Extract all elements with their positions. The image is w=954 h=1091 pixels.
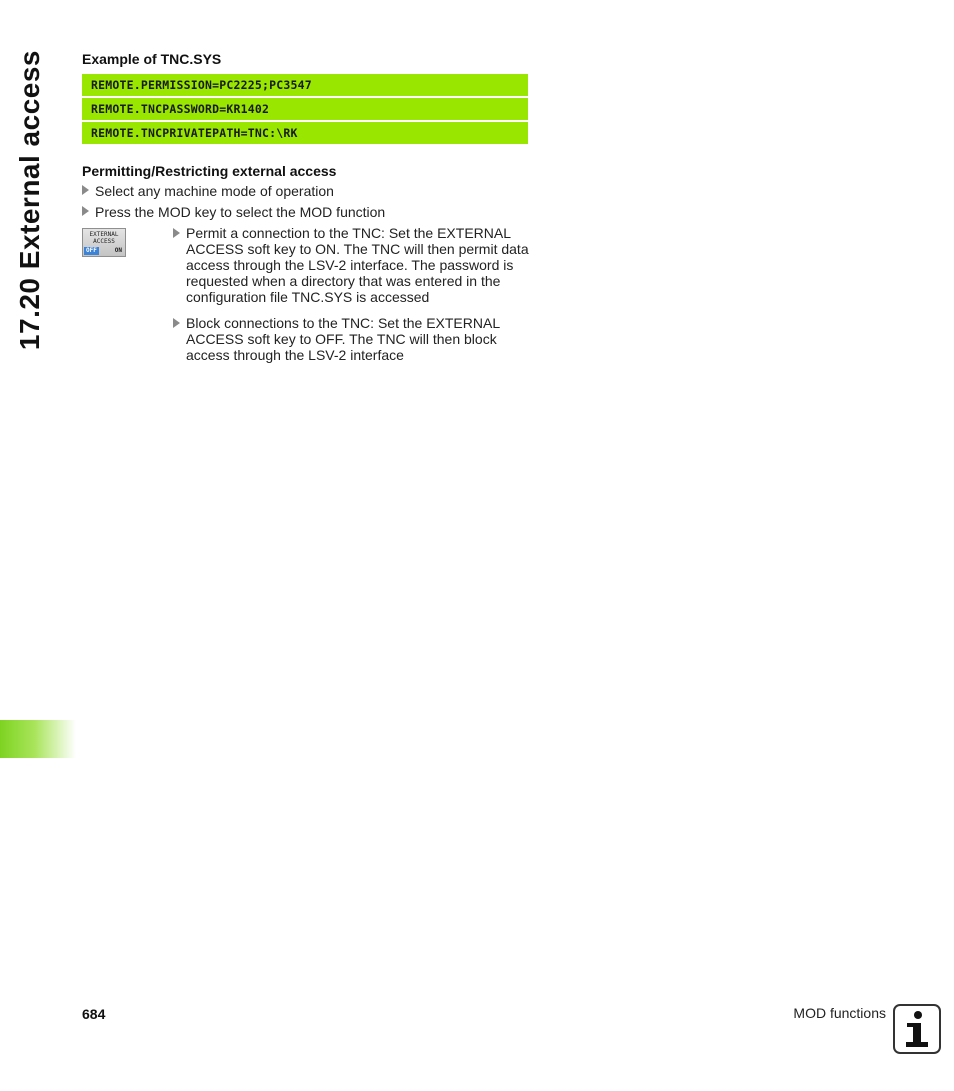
softkey-on-label: ON xyxy=(114,247,122,254)
triangle-right-icon xyxy=(82,185,89,195)
chapter-thumb-tab xyxy=(0,720,76,758)
step-permit-connection xyxy=(172,225,532,305)
code-line-permission: REMOTE.PERMISSION=PC2225;PC3547 xyxy=(82,74,528,96)
step-block-connection xyxy=(172,315,532,363)
footer-chapter-name: MOD functions xyxy=(793,1005,886,1021)
softkey-title-line2: ACCESS xyxy=(93,238,115,245)
code-line-private-path: REMOTE.TNCPRIVATEPATH=TNC:\RK xyxy=(82,122,528,144)
softkey-title-line1: EXTERNAL xyxy=(89,231,119,238)
access-heading: Permitting/Restricting external access xyxy=(82,163,337,179)
softkey-title xyxy=(83,231,125,245)
triangle-right-icon xyxy=(173,228,180,238)
triangle-right-icon xyxy=(173,318,180,328)
chapter-side-title xyxy=(10,50,60,710)
bullet-text: Select any machine mode of operation xyxy=(95,183,334,199)
example-heading: Example of TNC.SYS xyxy=(82,51,222,67)
softkey-off-label: OFF xyxy=(86,247,97,254)
triangle-right-icon xyxy=(82,206,89,216)
step-text: Block connections to the TNC: Set the EXTERNAL ACCESS soft key to OFF. The TNC will then block access through the LSV-2 interface xyxy=(186,315,500,363)
chapter-side-title-text: 17.20 External access xyxy=(14,50,45,351)
info-icon xyxy=(893,1004,941,1054)
page-number: 684 xyxy=(82,1006,106,1022)
external-access-softkey[interactable] xyxy=(82,228,126,257)
bullet-select-mode xyxy=(82,183,334,199)
step-text: Permit a connection to the TNC: Set the EXTERNAL ACCESS soft key to ON. The TNC will then permit data access through the LSV-2 interface. The password is requested when a directory that was entered in the configuration file TNC.SYS is accessed xyxy=(186,225,529,305)
bullet-text: Press the MOD key to select the MOD function xyxy=(95,204,386,220)
bullet-press-mod xyxy=(82,204,385,220)
code-line-password: REMOTE.TNCPASSWORD=KR1402 xyxy=(82,98,528,120)
